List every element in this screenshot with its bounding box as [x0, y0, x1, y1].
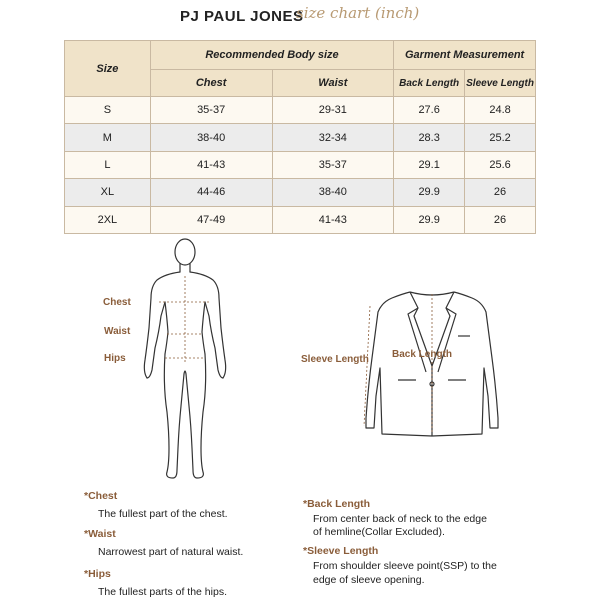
- hips-definition-text: The fullest parts of the hips.: [98, 586, 227, 598]
- waist-cell: 41-43: [272, 206, 394, 233]
- waist-figure-label: Waist: [104, 326, 131, 337]
- sleeve-length-cell: 24.8: [465, 97, 536, 124]
- chest-cell: 44-46: [150, 179, 272, 206]
- table-row: [65, 124, 536, 151]
- body-size-group-header: Recommended Body size: [150, 41, 393, 70]
- sleeve-length-definition-title: *Sleeve Length: [303, 545, 379, 557]
- table-row: [65, 206, 536, 233]
- waist-definition-title: *Waist: [84, 528, 116, 540]
- chest-definition-title: *Chest: [84, 490, 118, 502]
- table-row: [65, 97, 536, 124]
- back-length-figure-label: Back Length: [392, 349, 453, 360]
- sleeve-length-figure-label: Sleeve Length: [301, 354, 369, 365]
- size-cell: 2XL: [65, 206, 151, 233]
- sleeve-length-cell: 25.6: [465, 151, 536, 178]
- brand-header: [0, 4, 600, 32]
- table-row: [65, 179, 536, 206]
- size-table: [64, 40, 536, 234]
- table-row: [65, 151, 536, 178]
- back-length-definition-line2: of hemline(Collar Excluded).: [313, 526, 445, 538]
- chest-cell: 41-43: [150, 151, 272, 178]
- chest-definition-text: The fullest part of the chest.: [98, 508, 228, 520]
- garment-group-header: Garment Measurement: [394, 41, 536, 70]
- hips-definition-title: *Hips: [84, 568, 111, 580]
- chest-cell: 35-37: [150, 97, 272, 124]
- sleeve-length-definition-line2: edge of sleeve opening.: [313, 574, 425, 586]
- chest-figure-label: Chest: [103, 297, 131, 308]
- sleeve-length-cell: 25.2: [465, 124, 536, 151]
- size-cell: XL: [65, 179, 151, 206]
- back-length-cell: 27.6: [394, 97, 465, 124]
- chest-cell: 47-49: [150, 206, 272, 233]
- waist-cell: 35-37: [272, 151, 394, 178]
- back-length-cell: 29.9: [394, 179, 465, 206]
- body-outline-figure: [135, 236, 235, 482]
- back-length-column-header: Back Length: [394, 70, 465, 97]
- size-cell: S: [65, 97, 151, 124]
- waist-definition-text: Narrowest part of natural waist.: [98, 546, 244, 558]
- waist-cell: 38-40: [272, 179, 394, 206]
- back-length-definition-line1: From center back of neck to the edge: [313, 513, 487, 525]
- size-cell: M: [65, 124, 151, 151]
- chest-cell: 38-40: [150, 124, 272, 151]
- jacket-outline-figure: [362, 288, 502, 438]
- sleeve-length-cell: 26: [465, 179, 536, 206]
- sleeve-length-definition-line1: From shoulder sleeve point(SSP) to the: [313, 560, 497, 572]
- back-length-definition-title: *Back Length: [303, 498, 371, 510]
- brand-name: PJ PAUL JONES: [180, 8, 304, 25]
- hips-figure-label: Hips: [104, 353, 126, 364]
- back-length-cell: 29.9: [394, 206, 465, 233]
- back-length-cell: 29.1: [394, 151, 465, 178]
- back-length-cell: 28.3: [394, 124, 465, 151]
- sleeve-length-cell: 26: [465, 206, 536, 233]
- sleeve-length-column-header: Sleeve Length: [465, 70, 536, 97]
- size-column-header: Size: [65, 41, 151, 97]
- size-chart-subtitle: size chart (inch): [296, 4, 420, 22]
- waist-cell: 29-31: [272, 97, 394, 124]
- size-cell: L: [65, 151, 151, 178]
- waist-cell: 32-34: [272, 124, 394, 151]
- chest-column-header: Chest: [150, 70, 272, 97]
- waist-column-header: Waist: [272, 70, 394, 97]
